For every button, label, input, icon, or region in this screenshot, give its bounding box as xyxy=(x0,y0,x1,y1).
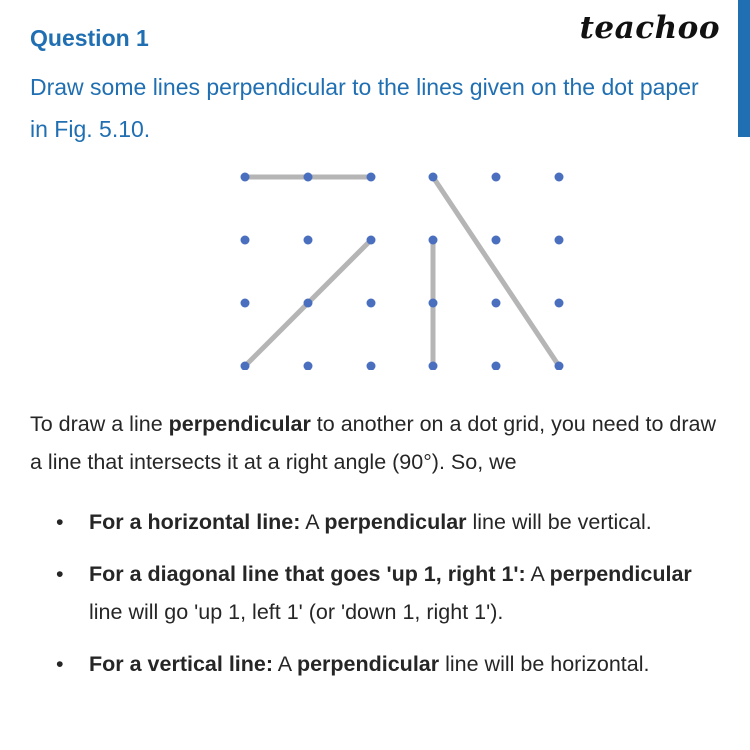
bullet-pre: A xyxy=(300,510,325,534)
bullet-keyword: perpendicular xyxy=(324,510,467,534)
grid-dot xyxy=(492,173,501,182)
bullet-lead: For a horizontal line: xyxy=(89,510,301,534)
bullet-pre: A xyxy=(525,562,550,586)
grid-dot xyxy=(241,236,250,245)
answer-intro-start: To draw a line xyxy=(30,412,169,436)
grid-dot xyxy=(492,362,501,371)
answer-intro-keyword: perpendicular xyxy=(168,412,311,436)
grid-dot xyxy=(304,362,313,371)
grid-dot xyxy=(555,173,564,182)
answer-intro xyxy=(30,405,730,481)
grid-dot xyxy=(555,299,564,308)
grid-dot xyxy=(304,299,313,308)
bullet-post: line will be vertical. xyxy=(466,510,652,534)
grid-dot xyxy=(367,236,376,245)
grid-dot xyxy=(367,173,376,182)
list-item xyxy=(56,555,726,631)
bullet-pre: A xyxy=(273,652,297,676)
grid-dot xyxy=(429,236,438,245)
grid-dot xyxy=(492,299,501,308)
question-text: Draw some lines perpendicular to the lines given on the dot paper in Fig. 5.10. xyxy=(30,74,699,142)
dots-layer xyxy=(241,173,564,371)
grid-dot xyxy=(304,236,313,245)
grid-dot xyxy=(492,236,501,245)
bullet-icon: • xyxy=(56,510,64,534)
bullet-keyword: perpendicular xyxy=(296,652,440,676)
grid-dot xyxy=(304,173,313,182)
grid-dot xyxy=(241,299,250,308)
grid-dot xyxy=(367,299,376,308)
list-item xyxy=(56,645,726,683)
segments-layer xyxy=(245,177,559,366)
grid-dot xyxy=(241,173,250,182)
list-item xyxy=(56,503,726,541)
explanation-list xyxy=(56,503,726,697)
grid-dot xyxy=(367,362,376,371)
grid-dot xyxy=(429,362,438,371)
bullet-post: line will be horizontal. xyxy=(439,652,650,676)
dot-paper-figure xyxy=(225,160,585,370)
given-line-segment xyxy=(433,177,559,366)
bullet-icon: • xyxy=(56,652,64,676)
scrollbar-indicator[interactable] xyxy=(738,0,750,137)
bullet-post: line will go 'up 1, left 1' (or 'down 1, right 1'). xyxy=(89,600,504,624)
teachoo-logo[interactable]: teachoo xyxy=(579,10,720,46)
question-title: Question 1 xyxy=(30,25,149,51)
grid-dot xyxy=(555,236,564,245)
bullet-keyword: perpendicular xyxy=(549,562,692,586)
bullet-icon: • xyxy=(56,562,64,586)
answer-intro-end: to another on a dot grid, you need to draw a line that intersects it at a right angle (90°). So, we xyxy=(30,412,717,474)
grid-dot xyxy=(429,299,438,308)
bullet-lead: For a diagonal line that goes 'up 1, right 1': xyxy=(89,562,526,586)
grid-dot xyxy=(429,173,438,182)
bullet-lead: For a vertical line: xyxy=(89,652,274,676)
